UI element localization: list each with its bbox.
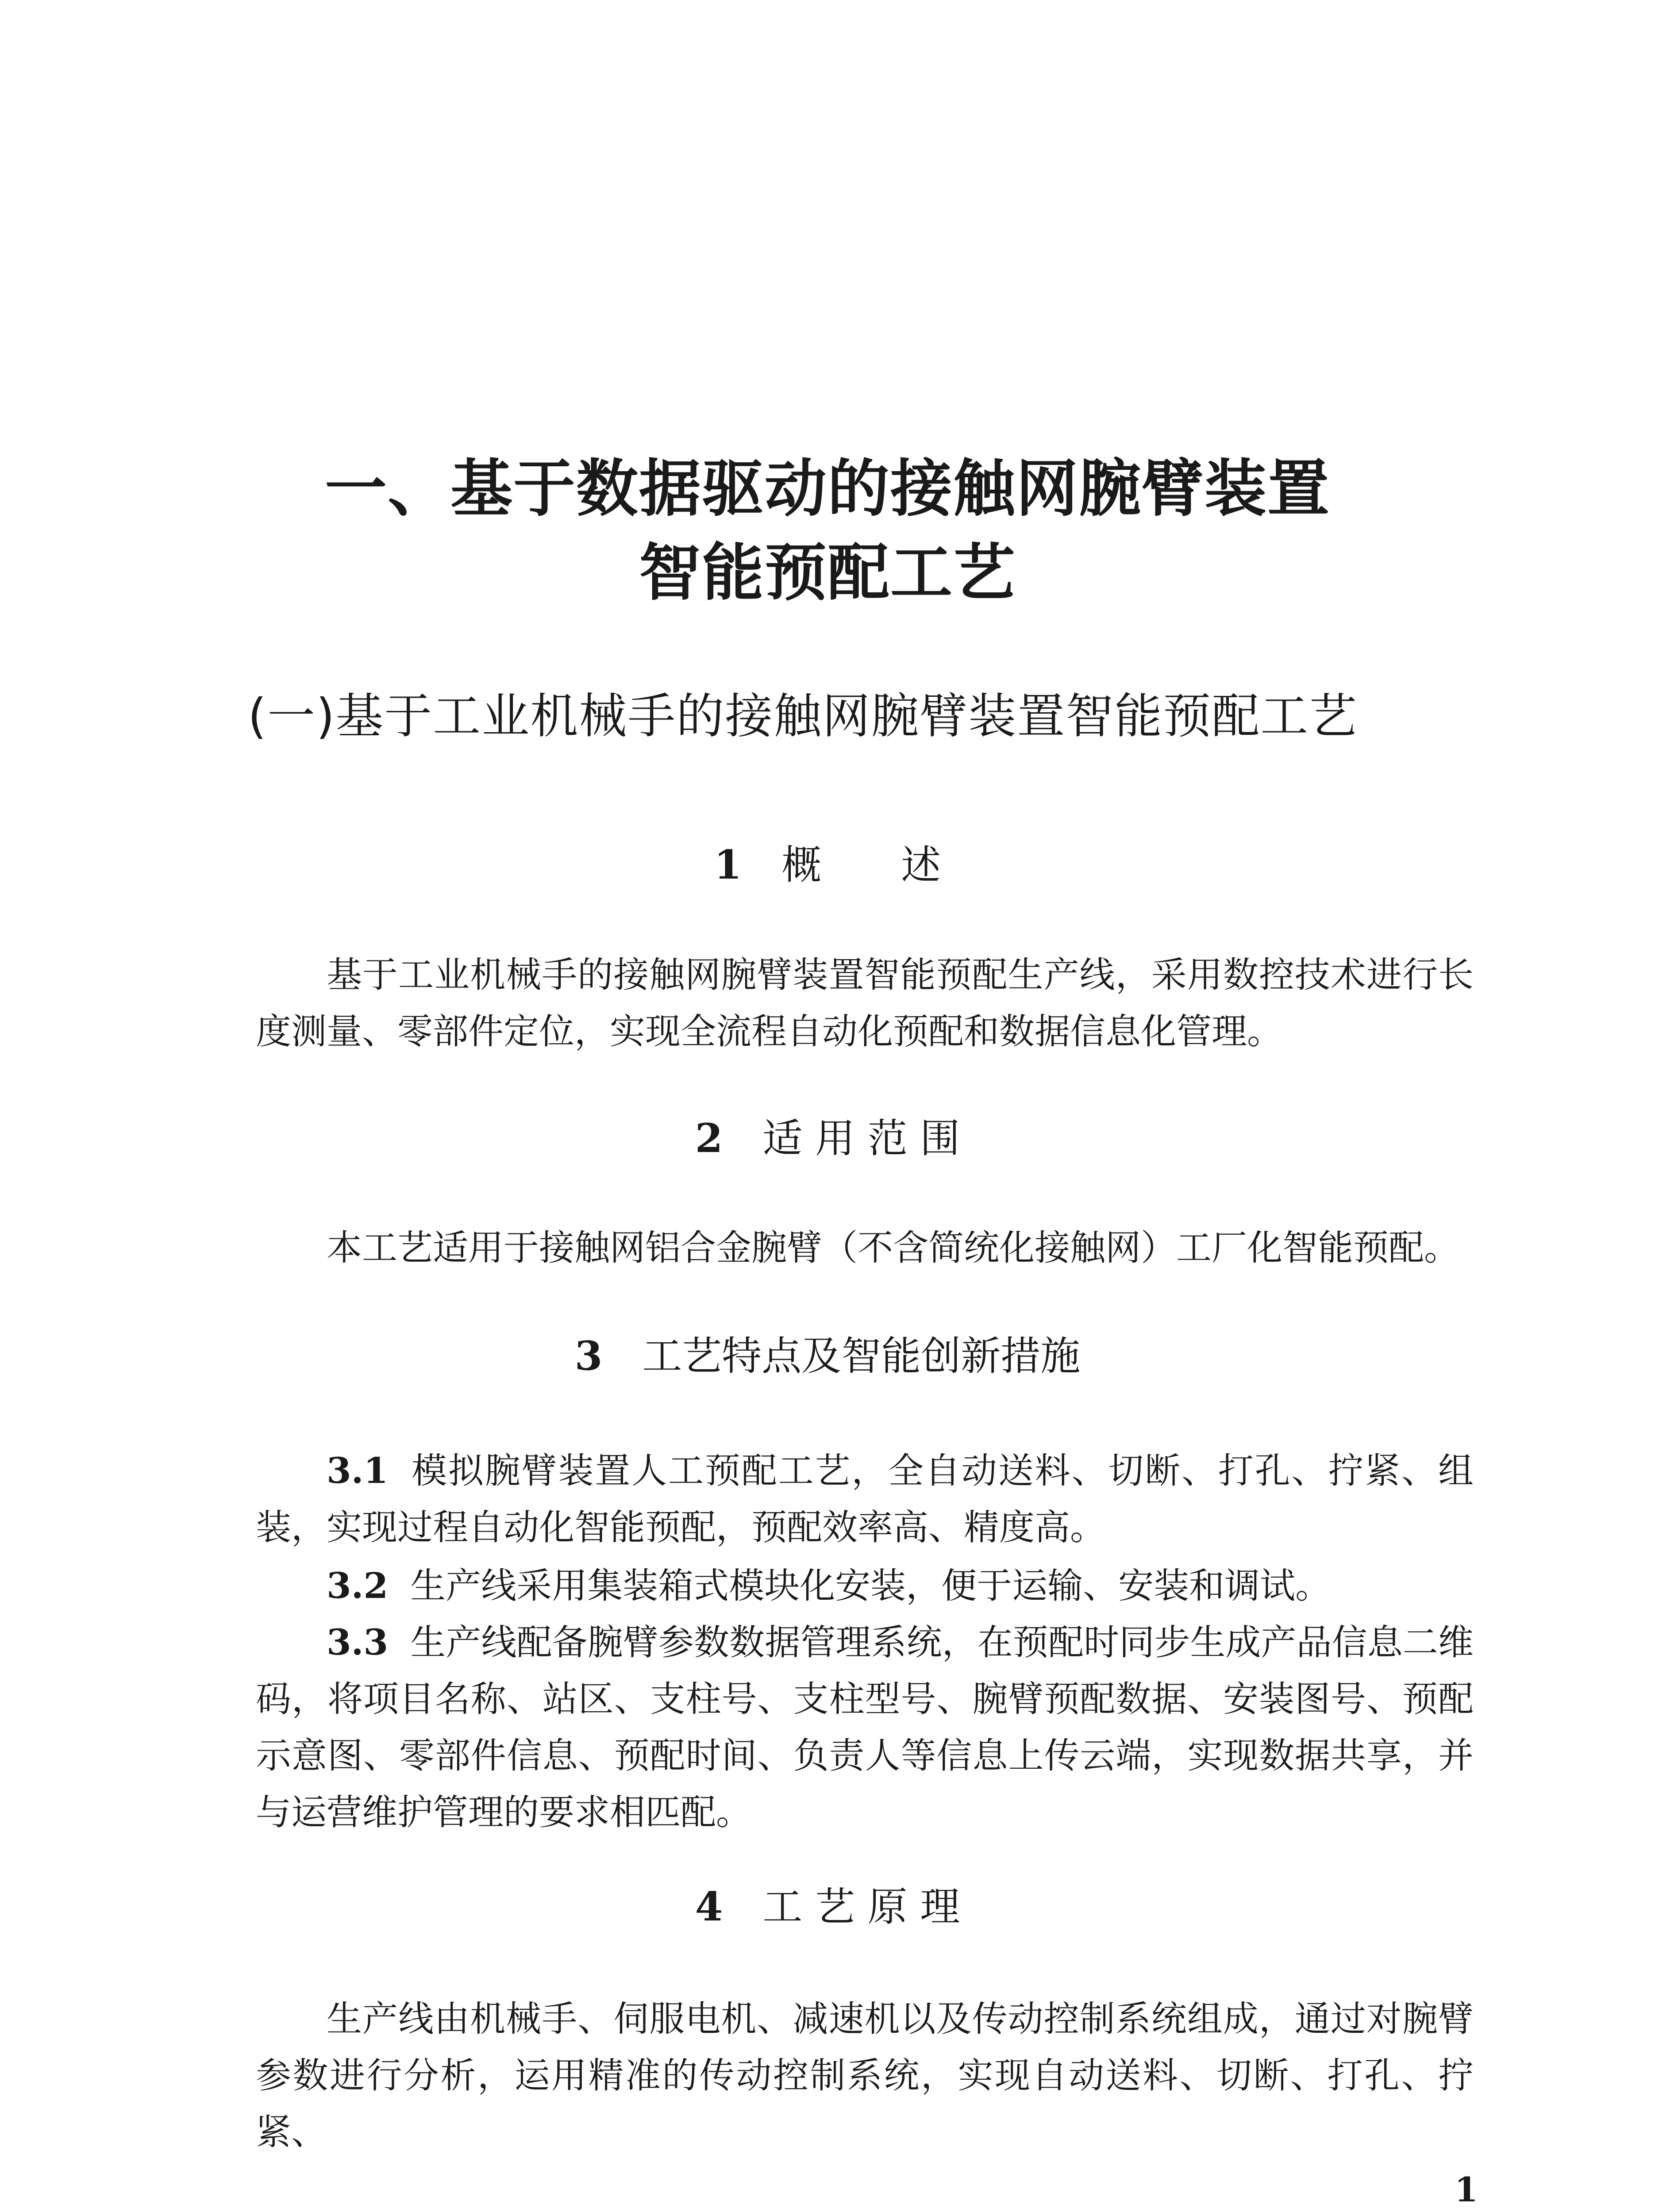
item-number: 3.3 — [327, 1621, 389, 1663]
item-number: 3.2 — [327, 1565, 389, 1606]
section-number: 3 — [574, 1333, 603, 1379]
section-2-heading — [0, 1114, 1655, 1164]
section-1-paragraph: 基于工业机械手的接触网腕臂装置智能预配生产线，采用数控技术进行长度测量、零部件定位，实现全流程自动化预配和数据信息化管理。 — [256, 954, 1474, 1052]
section-4-heading — [0, 1882, 1655, 1932]
section-number: 1 — [714, 841, 742, 888]
section-1-heading — [0, 841, 1655, 890]
section-title: 工艺特点及智能创新措施 — [642, 1333, 1081, 1379]
section-title: 概 述 — [781, 842, 941, 888]
section-title: 工 艺 原 理 — [762, 1884, 960, 1930]
section-number: 4 — [695, 1883, 723, 1930]
item-text: 生产线配备腕臂参数数据管理系统，在预配时同步生成产品信息二维码，将项目名称、站区、支柱号、支柱型号、腕臂预配数据、安装图号、预配示意图、零部件信息、预配时间、负责人等信息上传云端，实现数据共享，并与运营维护管理的要求相匹配。 — [256, 1622, 1474, 1833]
item-text: 模拟腕臂装置人工预配工艺，全自动送料、切断、打孔、拧紧、组装，实现过程自动化智能预配，预配效率高、精度高。 — [256, 1450, 1474, 1548]
main-title-line-2: 智能预配工艺 — [639, 537, 1016, 609]
section-4-paragraph: 生产线由机械手、伺服电机、减速机以及传动控制系统组成，通过对腕臂参数进行分析，运用精准的传动控制系统，实现自动送料、切断、打孔、拧紧、 — [256, 1998, 1474, 2153]
subtitle: (一)基于工业机械手的接触网腕臂装置智能预配工艺 — [248, 689, 1358, 744]
item-text: 生产线采用集装箱式模块化安装，便于运输、安装和调试。 — [410, 1565, 1331, 1606]
section-title: 适 用 范 围 — [762, 1115, 960, 1162]
page-number: 1 — [1455, 2170, 1478, 2209]
section-2-paragraph: 本工艺适用于接触网铝合金腕臂（不含简统化接触网）工厂化智能预配。 — [327, 1227, 1459, 1268]
main-title-line-1: 一、基于数据驱动的接触网腕臂装置 — [324, 453, 1330, 525]
section-number: 2 — [695, 1115, 723, 1162]
item-number: 3.1 — [327, 1450, 389, 1491]
section-3-item-2 — [256, 1557, 1474, 1614]
section-3-item-3 — [256, 1614, 1474, 1841]
section-3-heading — [0, 1332, 1655, 1381]
section-3-item-1 — [256, 1442, 1474, 1556]
